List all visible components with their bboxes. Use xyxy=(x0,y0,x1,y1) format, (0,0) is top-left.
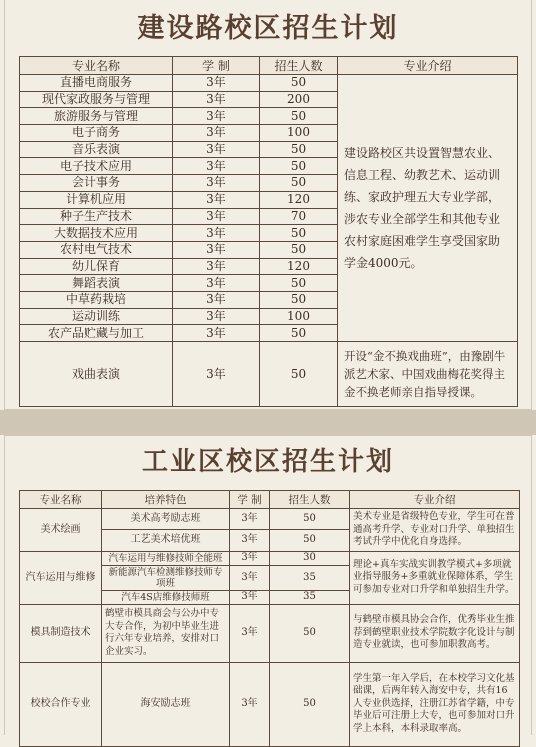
duration: 3年 xyxy=(230,662,270,746)
class-name: 汽车4S店维修技师班 xyxy=(102,590,230,604)
table-row xyxy=(20,662,520,746)
header-duration: 学 制 xyxy=(230,491,270,509)
campus1-header-row xyxy=(20,57,518,75)
table-row xyxy=(20,75,518,92)
enrollment: 50 xyxy=(260,241,338,258)
duration: 3年 xyxy=(173,342,260,407)
enrollment: 50 xyxy=(260,75,338,92)
campus2-panel xyxy=(4,435,532,735)
major-name: 大数据技术应用 xyxy=(20,225,173,242)
major-intro: 建设路校区共设置智慧农业、信息工程、幼教艺术、运动训练、家政护理五大专业学部，涉农专业全部学生和其他专业农村家庭困难学生享受国家助学金4000元。 xyxy=(338,75,518,342)
major-name: 运动训练 xyxy=(20,308,173,325)
header-intro: 专业介绍 xyxy=(350,491,520,509)
duration: 3年 xyxy=(173,108,260,125)
enrollment: 50 xyxy=(260,275,338,292)
major-intro: 理论+真车实战实训教学模式+多项就业指导服务+多重就业保障体系，学生可参加专业对口升学和单独招生升学。 xyxy=(350,551,520,604)
class-name: 汽车运用与维修技师全能班 xyxy=(102,551,230,565)
major-name: 电子技术应用 xyxy=(20,158,173,175)
duration: 3年 xyxy=(230,551,270,565)
duration: 3年 xyxy=(230,590,270,604)
duration: 3年 xyxy=(173,291,260,308)
duration: 3年 xyxy=(173,325,260,342)
duration: 3年 xyxy=(173,191,260,208)
table-row xyxy=(20,604,520,662)
duration: 3年 xyxy=(173,258,260,275)
enrollment: 50 xyxy=(270,530,350,551)
enrollment: 35 xyxy=(270,565,350,590)
class-name: 工艺美术培优班 xyxy=(102,530,230,551)
duration: 3年 xyxy=(173,75,260,92)
table-row xyxy=(20,551,520,565)
enrollment: 35 xyxy=(270,590,350,604)
major-intro: 与鹤壁市模具协会合作，优秀毕业生推荐到鹤壁职业技术学院数字化设计与制造专业就读，也可参加职教高考。 xyxy=(350,604,520,662)
enrollment: 50 xyxy=(260,158,338,175)
enrollment: 50 xyxy=(260,225,338,242)
major-name: 汽车运用与维修 xyxy=(20,551,102,604)
section-divider xyxy=(0,410,536,435)
major-name: 电子商务 xyxy=(20,125,173,142)
duration: 3年 xyxy=(173,275,260,292)
duration: 3年 xyxy=(173,208,260,225)
enrollment: 50 xyxy=(270,662,350,746)
major-name: 校校合作专业 xyxy=(20,662,102,746)
enrollment: 100 xyxy=(260,308,338,325)
header-duration: 学 制 xyxy=(173,57,260,75)
table-row xyxy=(20,509,520,530)
major-intro: 美术专业是省级特色专业，学生可在普通高考升学、专业对口升学、单独招生考试升学中优化自身选择。 xyxy=(350,509,520,552)
major-name: 中草药栽培 xyxy=(20,291,173,308)
duration: 3年 xyxy=(230,565,270,590)
header-major-name: 专业名称 xyxy=(20,57,173,75)
duration: 3年 xyxy=(230,530,270,551)
enrollment: 50 xyxy=(260,141,338,158)
duration: 3年 xyxy=(173,175,260,192)
enrollment: 50 xyxy=(260,175,338,192)
campus2-table xyxy=(19,490,520,747)
major-name: 计算机应用 xyxy=(20,191,173,208)
enrollment: 30 xyxy=(270,551,350,565)
duration: 3年 xyxy=(173,308,260,325)
duration: 3年 xyxy=(230,509,270,530)
major-name: 种子生产技术 xyxy=(20,208,173,225)
major-name: 会计事务 xyxy=(20,175,173,192)
enrollment: 50 xyxy=(270,604,350,662)
major-name: 旅游服务与管理 xyxy=(20,108,173,125)
class-name: 美术高考励志班 xyxy=(102,509,230,530)
enrollment: 70 xyxy=(260,208,338,225)
header-enrollment: 招生人数 xyxy=(270,491,350,509)
campus1-panel xyxy=(4,0,532,410)
duration: 3年 xyxy=(173,141,260,158)
major-name: 幼儿保育 xyxy=(20,258,173,275)
enrollment: 120 xyxy=(260,191,338,208)
major-name: 模具制造技术 xyxy=(20,604,102,662)
campus1-table xyxy=(19,56,518,407)
header-intro: 专业介绍 xyxy=(338,57,518,75)
duration: 3年 xyxy=(173,91,260,108)
enrollment: 50 xyxy=(260,325,338,342)
campus1-title: 建设路校区招生计划 xyxy=(137,13,399,44)
enrollment: 50 xyxy=(260,108,338,125)
enrollment: 50 xyxy=(260,291,338,308)
major-name: 现代家政服务与管理 xyxy=(20,91,173,108)
campus2-header-row xyxy=(20,491,520,509)
class-feature: 鹤壁市模具商会与公办中专大专合作，为初中毕业生进行六年专业培养，安排对口企业实习。 xyxy=(102,604,230,662)
duration: 3年 xyxy=(173,125,260,142)
class-name: 新能源汽车检测维修技师专项班 xyxy=(102,565,230,590)
major-name: 直播电商服务 xyxy=(20,75,173,92)
major-name: 美术绘画 xyxy=(20,509,102,552)
class-feature: 海安励志班 xyxy=(102,662,230,746)
duration: 3年 xyxy=(173,241,260,258)
major-name: 戏曲表演 xyxy=(20,342,173,407)
header-feature: 培养特色 xyxy=(102,491,230,509)
enrollment: 100 xyxy=(260,125,338,142)
major-intro: 开设“金不换戏曲班”，由豫剧牛派艺术家、中国戏曲梅花奖得主 金不换老师亲自指导授课。 xyxy=(338,342,518,407)
enrollment: 50 xyxy=(270,509,350,530)
enrollment: 50 xyxy=(260,342,338,407)
duration: 3年 xyxy=(230,604,270,662)
major-name: 农产品贮藏与加工 xyxy=(20,325,173,342)
enrollment: 200 xyxy=(260,91,338,108)
major-name: 舞蹈表演 xyxy=(20,275,173,292)
major-intro: 学生第一年入学后，在本校学习文化基础课，后两年转入海安中专，共有16人专业供选择，注册江苏省学籍，中专毕业后可注册上大专，也可参加对口升学上本科，本科录取率高。 xyxy=(350,662,520,746)
campus2-title: 工业区校区招生计划 xyxy=(141,447,394,477)
major-name: 农村电气技术 xyxy=(20,241,173,258)
header-major-name: 专业名称 xyxy=(20,491,102,509)
header-enrollment: 招生人数 xyxy=(260,57,338,75)
enrollment: 120 xyxy=(260,258,338,275)
duration: 3年 xyxy=(173,158,260,175)
table-row xyxy=(20,342,518,407)
major-name: 音乐表演 xyxy=(20,141,173,158)
duration: 3年 xyxy=(173,225,260,242)
